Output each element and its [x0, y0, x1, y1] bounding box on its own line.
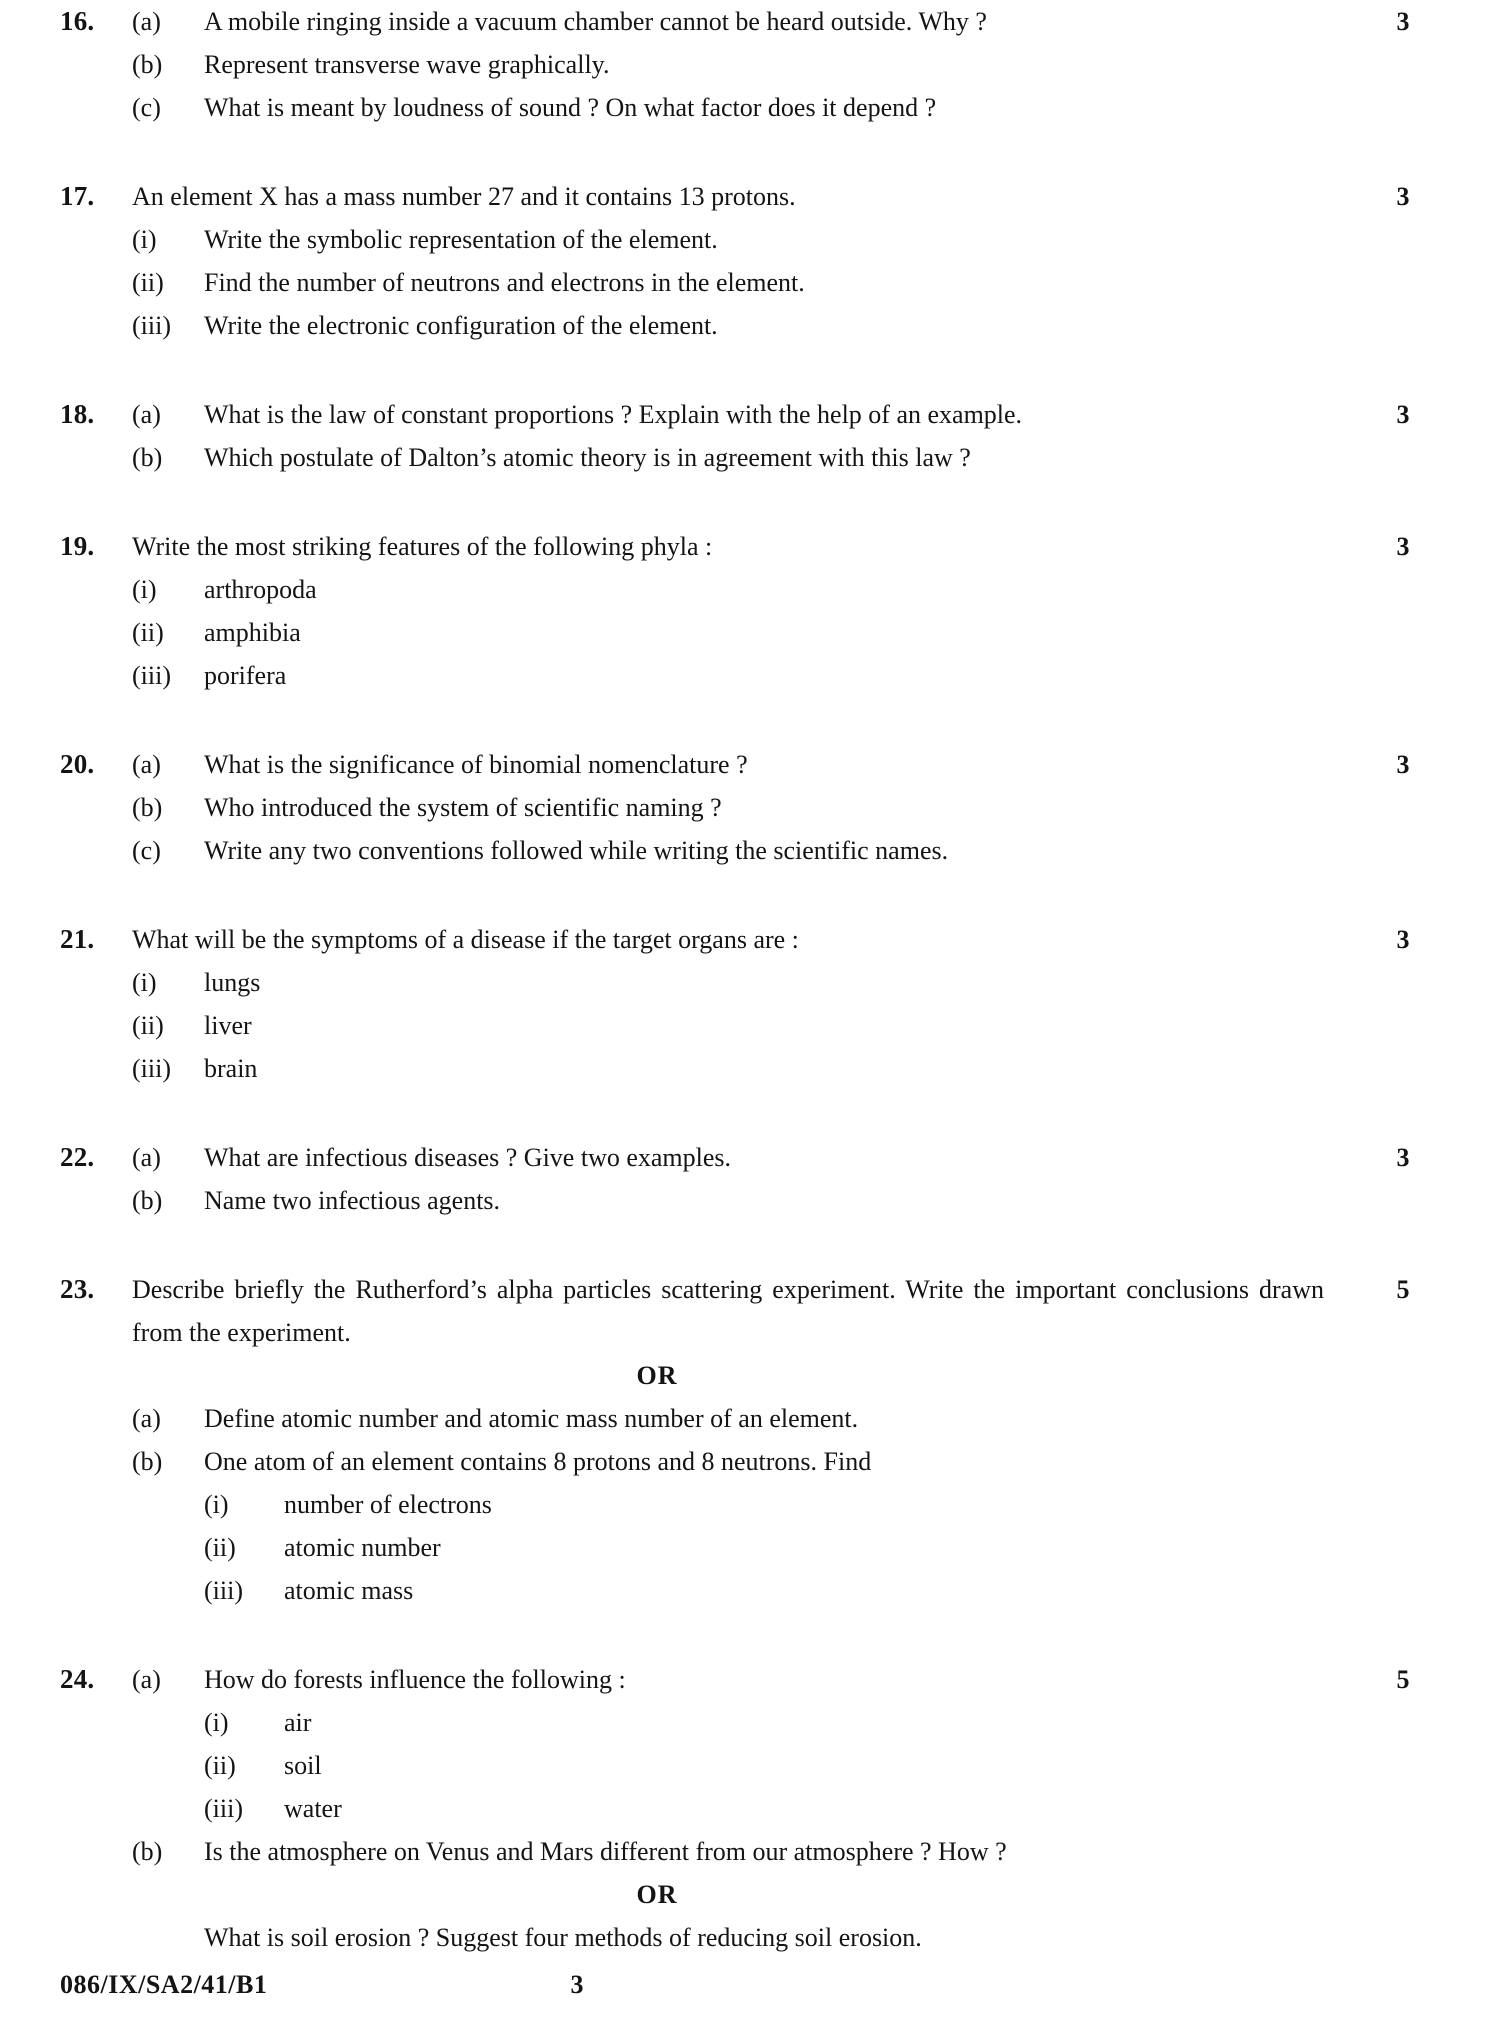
marks-value: 3	[1396, 7, 1410, 36]
part-label: (a)	[132, 1143, 161, 1172]
question-stem: An element X has a mass number 27 and it contains 13 protons.	[132, 182, 796, 211]
question-23-alt-sub-iii	[60, 1569, 1444, 1612]
question-19-stem	[60, 525, 1444, 568]
question-23-alt-sub-ii	[60, 1526, 1444, 1569]
question-24-sub-ii	[60, 1744, 1444, 1787]
question-23	[60, 1268, 1444, 1612]
question-23-alt-part-b	[60, 1440, 1444, 1483]
part-label: (iii)	[132, 661, 171, 690]
part-label: (i)	[132, 225, 157, 254]
part-text: What is meant by loudness of sound ? On what factor does it depend ?	[204, 93, 937, 122]
part-label: (iii)	[132, 1054, 171, 1083]
subpart-label: (i)	[204, 1490, 229, 1519]
part-label: (a)	[132, 750, 161, 779]
question-stem: Describe briefly the Rutherford’s alpha particles scattering experiment. Write the important conclusions drawn from the experiment.	[132, 1275, 1324, 1347]
part-text: Write any two conventions followed while writing the scientific names.	[204, 836, 949, 865]
part-text: One atom of an element contains 8 protons and 8 neutrons. Find	[204, 1447, 872, 1476]
subpart-text: air	[284, 1708, 312, 1737]
or-separator: OR	[636, 1361, 678, 1390]
question-24-part-b	[60, 1830, 1444, 1873]
question-23-stem	[60, 1268, 1444, 1354]
question-20-part-a	[60, 743, 1444, 786]
subpart-label: (iii)	[204, 1576, 243, 1605]
question-19-part-iii	[60, 654, 1444, 697]
question-18	[60, 393, 1444, 479]
part-text: How do forests influence the following :	[204, 1665, 626, 1694]
part-text: What is the law of constant proportions ? Explain with the help of an example.	[204, 400, 1023, 429]
question-18-part-b	[60, 436, 1444, 479]
question-20-part-c	[60, 829, 1444, 872]
part-label: (b)	[132, 1447, 163, 1476]
part-label: (c)	[132, 93, 161, 122]
question-21-part-ii	[60, 1004, 1444, 1047]
or-separator: OR	[636, 1880, 678, 1909]
page-number: 3	[570, 1970, 584, 1999]
question-number: 20.	[60, 749, 95, 779]
subpart-label: (i)	[204, 1708, 229, 1737]
part-label: (b)	[132, 443, 163, 472]
question-16-part-c	[60, 86, 1444, 129]
spacer	[60, 479, 1444, 525]
question-18-part-a	[60, 393, 1444, 436]
marks-value: 3	[1396, 400, 1410, 429]
question-20-part-b	[60, 786, 1444, 829]
question-24-sub-i	[60, 1701, 1444, 1744]
question-19-part-i	[60, 568, 1444, 611]
spacer	[60, 1222, 1444, 1268]
spacer	[60, 1612, 1444, 1658]
part-label: (a)	[132, 7, 161, 36]
question-stem: Write the most striking features of the following phyla :	[132, 532, 713, 561]
part-text: arthropoda	[204, 575, 317, 604]
spacer	[60, 1090, 1444, 1136]
part-label: (i)	[132, 575, 157, 604]
marks-value: 3	[1396, 925, 1410, 954]
part-text: brain	[204, 1054, 258, 1083]
question-17-part-ii	[60, 261, 1444, 304]
marks-value: 5	[1396, 1665, 1410, 1694]
alternative-text: What is soil erosion ? Suggest four methods of reducing soil erosion.	[204, 1923, 922, 1952]
part-label: (ii)	[132, 268, 164, 297]
question-24	[60, 1658, 1444, 1959]
part-text: liver	[204, 1011, 252, 1040]
marks-value: 3	[1396, 1143, 1410, 1172]
part-text: amphibia	[204, 618, 301, 647]
part-label: (b)	[132, 793, 163, 822]
question-16-part-a	[60, 0, 1444, 43]
question-20	[60, 743, 1444, 872]
part-label: (ii)	[132, 1011, 164, 1040]
part-label: (ii)	[132, 618, 164, 647]
part-text: porifera	[204, 661, 287, 690]
subpart-label: (ii)	[204, 1751, 236, 1780]
part-text: Which postulate of Dalton’s atomic theory is in agreement with this law ?	[204, 443, 971, 472]
marks-value: 3	[1396, 750, 1410, 779]
question-21-part-i	[60, 961, 1444, 1004]
part-text: Represent transverse wave graphically.	[204, 50, 610, 79]
part-label: (iii)	[132, 311, 171, 340]
question-22-part-b	[60, 1179, 1444, 1222]
question-stem: What will be the symptoms of a disease if the target organs are :	[132, 925, 799, 954]
question-16	[60, 0, 1444, 129]
question-21	[60, 918, 1444, 1090]
part-text: What is the significance of binomial nomenclature ?	[204, 750, 748, 779]
part-text: A mobile ringing inside a vacuum chamber cannot be heard outside. Why ?	[204, 7, 987, 36]
question-19-part-ii	[60, 611, 1444, 654]
question-number: 16.	[60, 6, 95, 36]
spacer	[60, 129, 1444, 175]
question-number: 24.	[60, 1664, 95, 1694]
question-number: 18.	[60, 399, 95, 429]
subpart-text: atomic mass	[284, 1576, 414, 1605]
part-label: (a)	[132, 400, 161, 429]
question-24-alternative	[60, 1916, 1444, 1959]
part-text: What are infectious diseases ? Give two examples.	[204, 1143, 732, 1172]
question-number: 19.	[60, 531, 95, 561]
part-text: Write the symbolic representation of the element.	[204, 225, 718, 254]
part-label: (b)	[132, 50, 163, 79]
question-22	[60, 1136, 1444, 1222]
question-number: 17.	[60, 181, 95, 211]
part-text: Name two infectious agents.	[204, 1186, 501, 1215]
question-21-stem	[60, 918, 1444, 961]
part-text: lungs	[204, 968, 261, 997]
part-text: Define atomic number and atomic mass number of an element.	[204, 1404, 859, 1433]
question-17	[60, 175, 1444, 347]
part-label: (b)	[132, 1186, 163, 1215]
question-number: 22.	[60, 1142, 95, 1172]
question-23-alt-part-a	[60, 1397, 1444, 1440]
part-label: (a)	[132, 1665, 161, 1694]
question-17-part-i	[60, 218, 1444, 261]
part-label: (c)	[132, 836, 161, 865]
part-label: (i)	[132, 968, 157, 997]
subpart-text: soil	[284, 1751, 322, 1780]
question-19	[60, 525, 1444, 697]
question-24-sub-iii	[60, 1787, 1444, 1830]
question-17-part-iii	[60, 304, 1444, 347]
part-text: Who introduced the system of scientific naming ?	[204, 793, 722, 822]
spacer	[60, 347, 1444, 393]
part-label: (b)	[132, 1837, 163, 1866]
part-text: Write the electronic configuration of the element.	[204, 311, 718, 340]
question-16-part-b	[60, 43, 1444, 86]
page-footer	[60, 1970, 1444, 2000]
marks-value: 5	[1396, 1275, 1410, 1304]
marks-value: 3	[1396, 182, 1410, 211]
paper-code: 086/IX/SA2/41/B1	[60, 1970, 268, 1999]
subpart-text: number of electrons	[284, 1490, 492, 1519]
subpart-text: atomic number	[284, 1533, 441, 1562]
question-21-part-iii	[60, 1047, 1444, 1090]
question-22-part-a	[60, 1136, 1444, 1179]
subpart-label: (ii)	[204, 1533, 236, 1562]
part-text: Find the number of neutrons and electrons in the element.	[204, 268, 805, 297]
spacer	[60, 697, 1444, 743]
question-number: 23.	[60, 1274, 95, 1304]
marks-value: 3	[1396, 532, 1410, 561]
subpart-label: (iii)	[204, 1794, 243, 1823]
subpart-text: water	[284, 1794, 342, 1823]
part-label: (a)	[132, 1404, 161, 1433]
question-17-stem	[60, 175, 1444, 218]
question-23-alt-sub-i	[60, 1483, 1444, 1526]
question-24-part-a	[60, 1658, 1444, 1701]
spacer	[60, 872, 1444, 918]
question-number: 21.	[60, 924, 95, 954]
part-text: Is the atmosphere on Venus and Mars different from our atmosphere ? How ?	[204, 1837, 1007, 1866]
